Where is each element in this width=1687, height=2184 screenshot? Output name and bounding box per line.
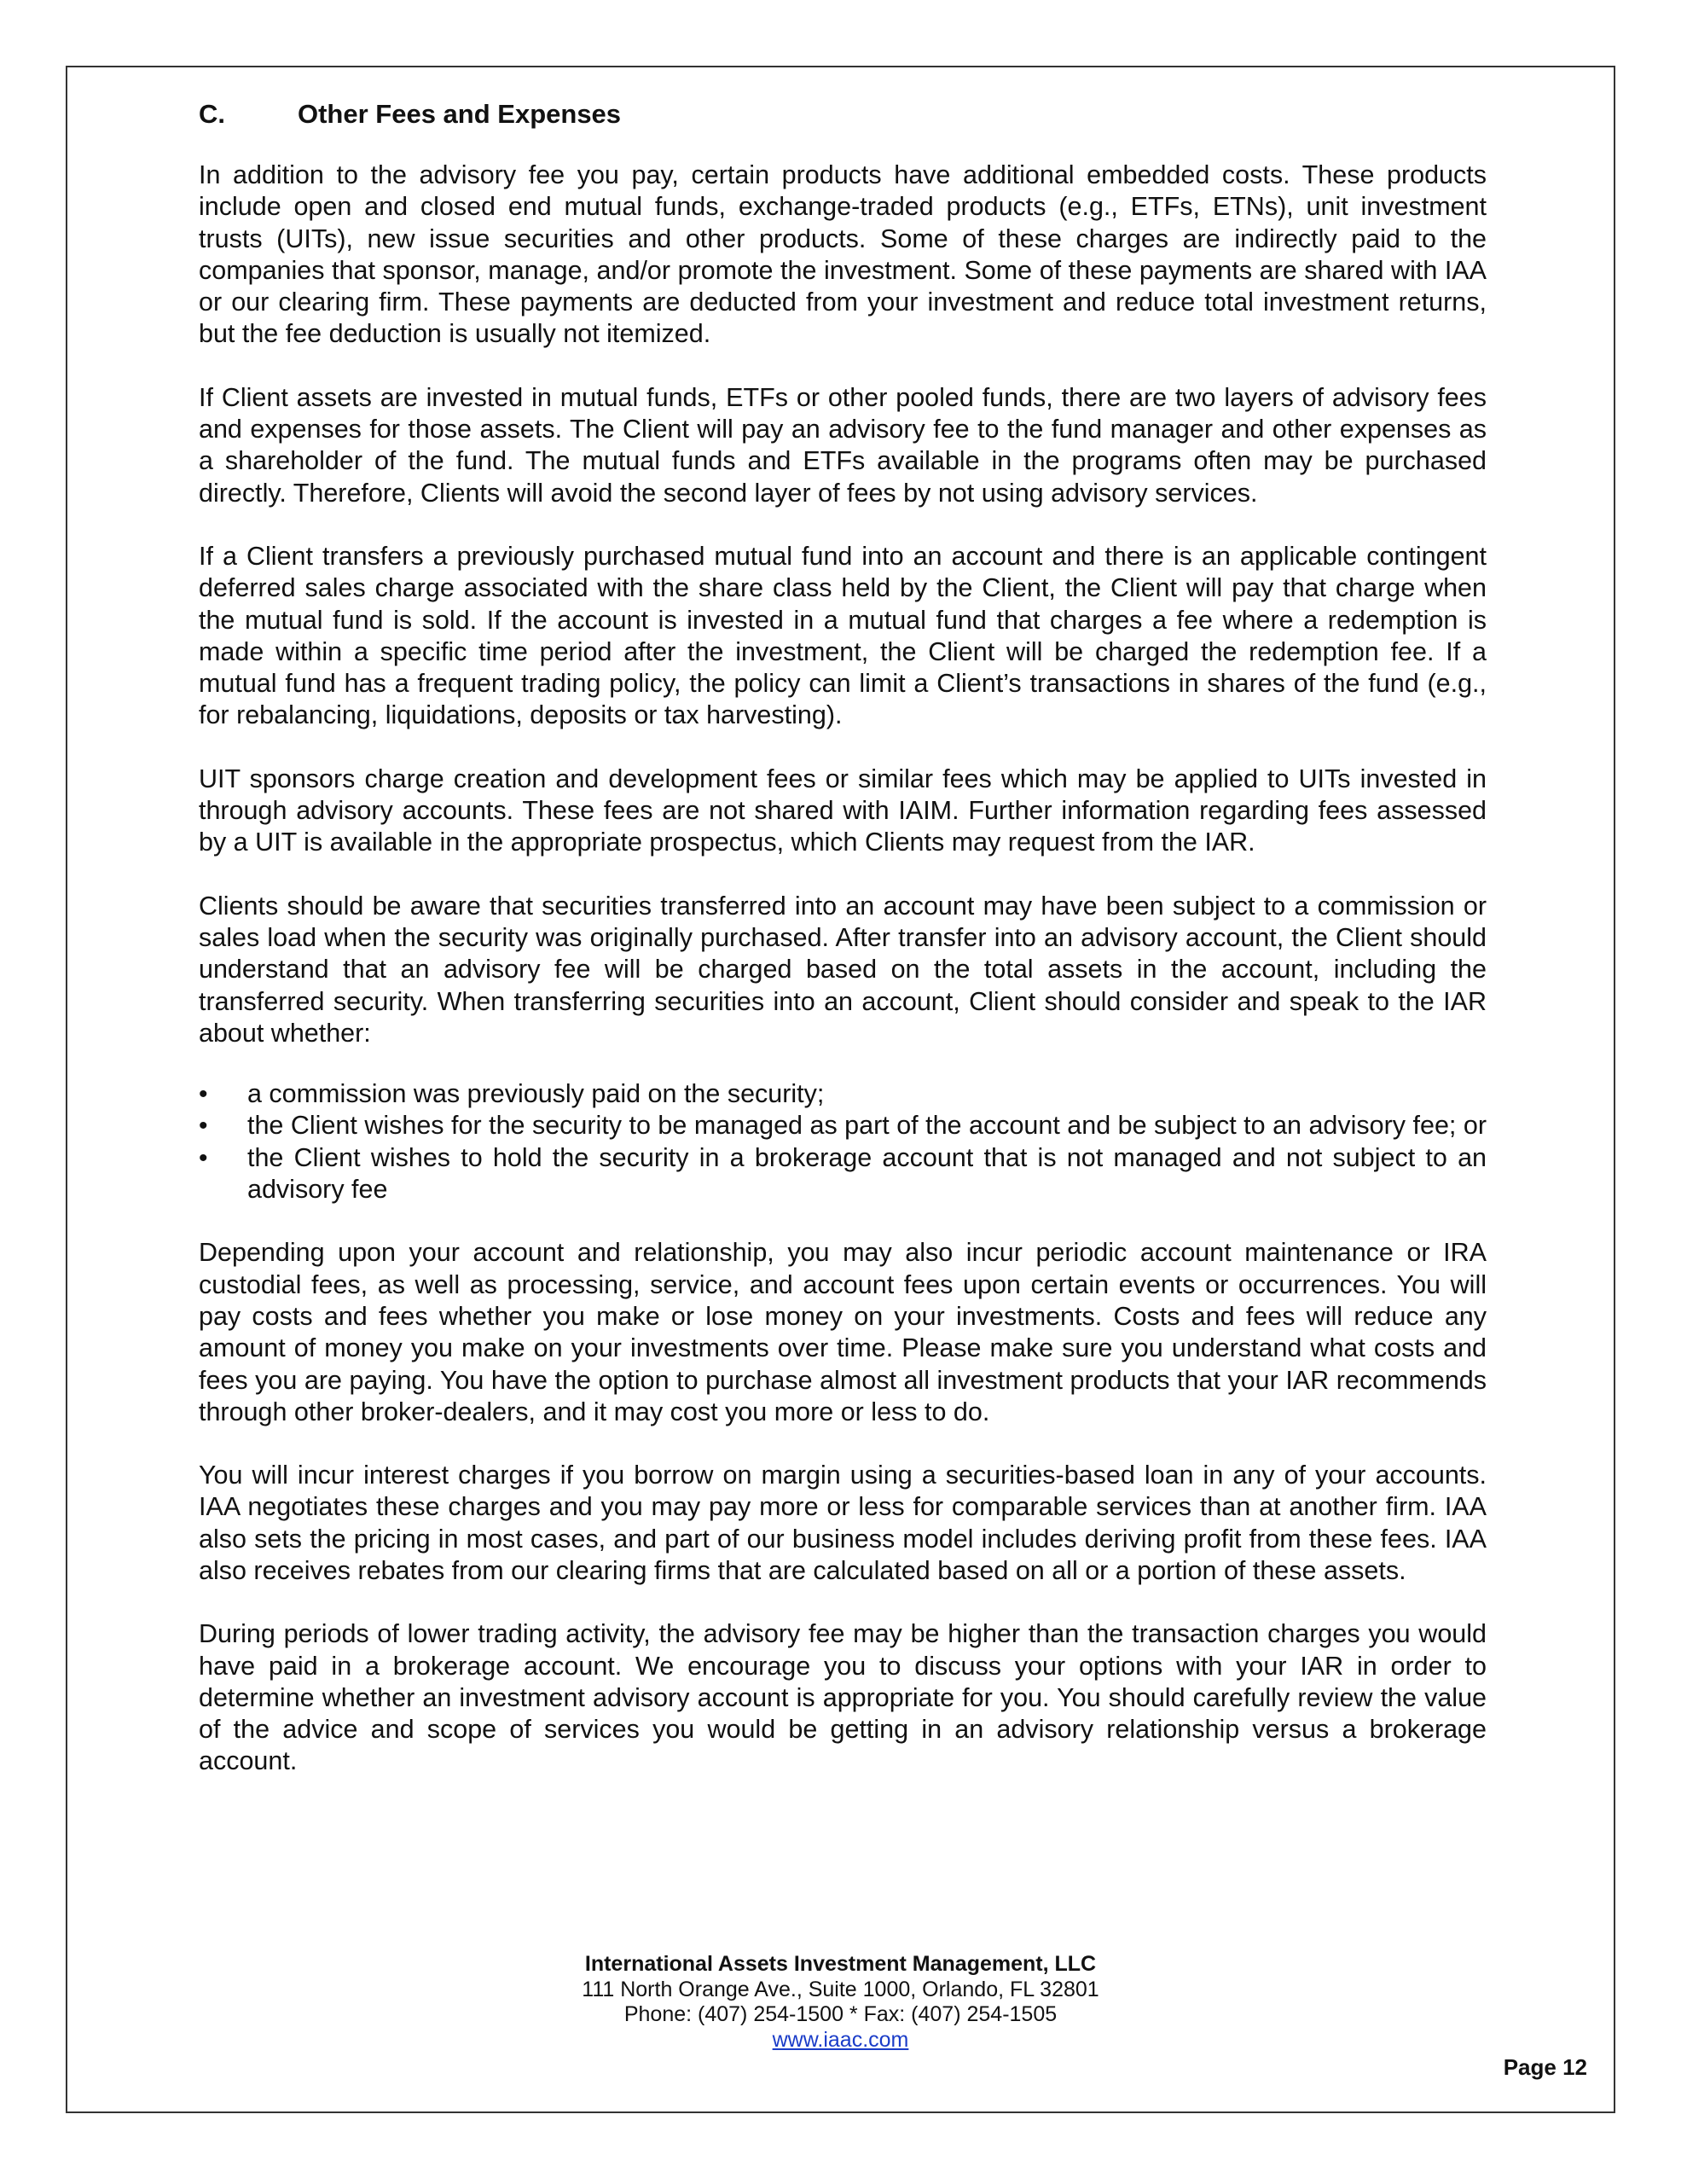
considerations-list	[199, 1078, 1487, 1205]
paragraph-uit-sponsors: UIT sponsors charge creation and development fees or similar fees which may be applied to UITs invested in through advisory accounts. These fees are not shared with IAIM. Further information regarding fees assessed by a UIT is available in the appropriate prospectus, which Clients may request from the IAR.	[199, 764, 1487, 857]
paragraph-embedded-costs: In addition to the advisory fee you pay, certain products have additional embedded costs. These products include open and closed end mutual funds, exchange-traded products (e.g., ETFs, ETNs), unit investment trusts (UITs), new issue securities and other products. Some of these charges are indirectly paid to the companies that sponsor, manage, and/or promote the investment. Some of these payments are shared with IAA or our clearing firm. These payments are deducted from your investment and reduce total investment returns, but the fee deduction is usually not itemized.	[199, 160, 1487, 349]
list-item	[199, 1142, 1487, 1206]
paragraph-transferred-securities: Clients should be aware that securities transferred into an account may have been subject to a commission or sales load when the security was originally purchased. After transfer into an advisory account, the Client should understand that an advisory fee will be charged based on the total assets in the account, including the transferred security. When transferring securities into an account, Client should consider and speak to the IAR about whether:	[199, 891, 1487, 1048]
footer-address: 111 North Orange Ave., Suite 1000, Orlando, FL 32801	[582, 1977, 1099, 2001]
section-letter: C.	[199, 99, 225, 129]
footer-company-name: International Assets Investment Management, LLC	[584, 1952, 1097, 1976]
paragraph-mutual-fund-transfer: If a Client transfers a previously purchased mutual fund into an account and there is an applicable contingent deferred sales charge associated with the share class held by the Client, the Client will pay that charge when the mutual fund is sold. If the account is invested in a mutual fund that charges a fee where a redemption is made within a specific time period after the investment, the Client will be charged the redemption fee. If a mutual fund has a frequent trading policy, the policy can limit a Client’s transactions in shares of the fund (e.g., for rebalancing, liquidations, deposits or tax harvesting).	[199, 541, 1487, 730]
page-number: Page 12	[1503, 2054, 1587, 2080]
list-item	[199, 1078, 1487, 1110]
bullet-icon: •	[199, 1080, 208, 1109]
bullet-icon: •	[199, 1112, 208, 1141]
page-footer	[66, 1952, 1615, 2053]
paragraph-account-fees: Depending upon your account and relationship, you may also incur periodic account maintenance or IRA custodial fees, as well as processing, service, and account fees upon certain events or occurrences. You will pay costs and fees whether you make or lose money on your investments. Costs and fees will reduce any amount of money you make on your investments over time. Please make sure you understand what costs and fees you are paying. You have the option to purchase almost all investment products that your IAR recommends through other broker-dealers, and it may cost you more or less to do.	[199, 1238, 1487, 1426]
paragraph-lower-trading-activity: During periods of lower trading activity, the advisory fee may be higher than the transaction charges you would have paid in a brokerage account. We encourage you to discuss your options with your IAR in order to determine whether an investment advisory account is appropriate for you. You should carefully review the value of the advice and scope of services you would be getting in an advisory relationship versus a brokerage account.	[199, 1619, 1487, 1776]
section-title: Other Fees and Expenses	[298, 99, 622, 129]
document-body	[199, 97, 1487, 1809]
footer-website-link[interactable]: www.iaac.com	[772, 2027, 909, 2052]
list-item-text: a commission was previously paid on the security;	[247, 1079, 825, 1109]
paragraph-margin-interest: You will incur interest charges if you borrow on margin using a securities-based loan in any of your accounts. IAA negotiates these charges and you may pay more or less for comparable services than at another firm. IAA also sets the pricing in most cases, and part of our business model includes deriving profit from these fees. IAA also receives rebates from our clearing firms that are calculated based on all or a portion of these assets.	[199, 1461, 1487, 1585]
list-item	[199, 1110, 1487, 1141]
section-heading	[199, 97, 1487, 131]
list-item-text: the Client wishes to hold the security in a brokerage account that is not managed and not subject to an advisory fee	[247, 1142, 1487, 1205]
paragraph-pooled-funds: If Client assets are invested in mutual funds, ETFs or other pooled funds, there are two layers of advisory fees and expenses for those assets. The Client will pay an advisory fee to the fund manager and other expenses as a shareholder of the fund. The mutual funds and ETFs available in the programs often may be purchased directly. Therefore, Clients will avoid the second layer of fees by not using advisory services.	[199, 382, 1487, 508]
footer-phone-fax: Phone: (407) 254-1500 * Fax: (407) 254-1505	[623, 2002, 1058, 2026]
bullet-icon: •	[199, 1143, 208, 1172]
list-item-text: the Client wishes for the security to be managed as part of the account and be subject to an advisory fee; or	[247, 1111, 1487, 1141]
